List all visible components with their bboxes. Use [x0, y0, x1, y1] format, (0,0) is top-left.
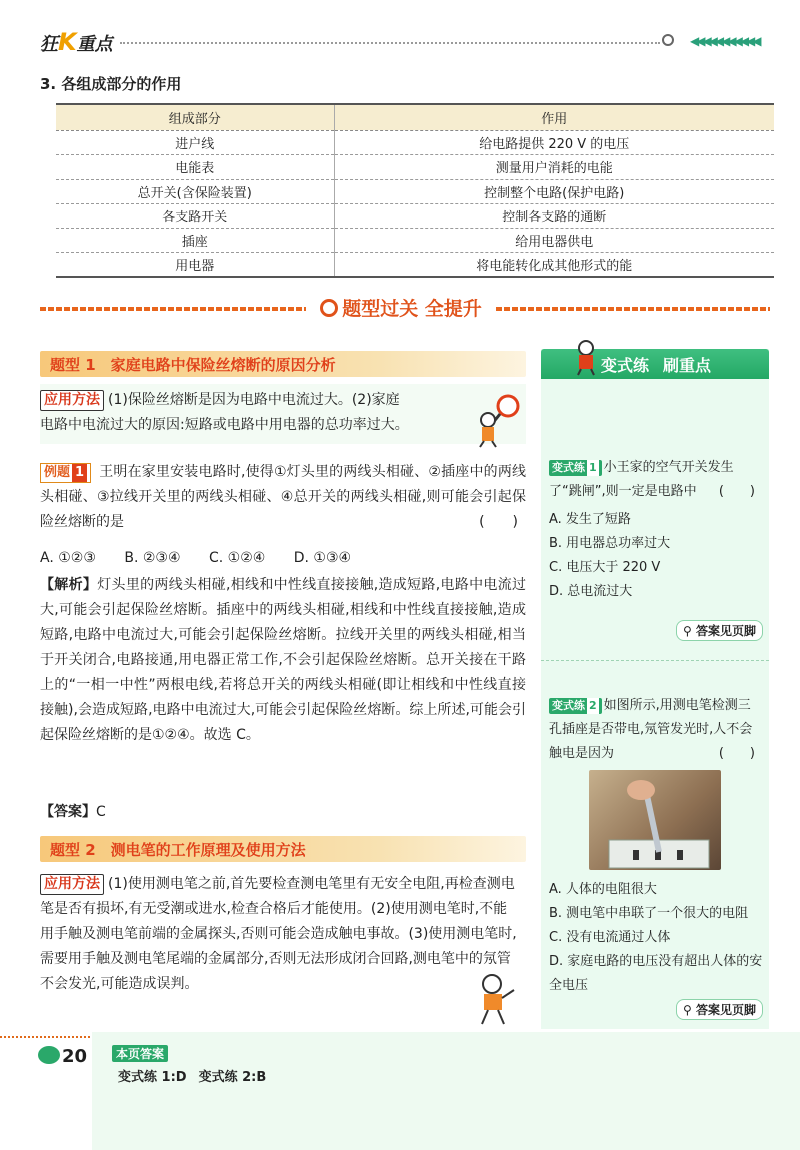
table-cell: 控制整个电路(保护电路) — [334, 179, 774, 204]
type1-title: 题型 1 家庭电路中保险丝熔断的原因分析 — [40, 351, 526, 377]
answer-label: 【答案】 — [40, 804, 96, 820]
option-d: D. ①③④ — [293, 550, 352, 566]
cartoon-character-icon — [470, 970, 520, 1026]
test-pen-illustration — [589, 770, 721, 870]
option-c: C. 没有电流通过人体 — [549, 930, 671, 945]
table-cell: 电能表 — [56, 155, 334, 180]
practice2-tag-number: 2 — [589, 699, 597, 712]
method2-tag: 应用方法 — [40, 874, 104, 895]
example1-tag — [40, 463, 91, 483]
table-header-cell: 组成部分 — [56, 104, 334, 130]
banner-rule-right — [496, 307, 770, 311]
magnifier-cartoon-icon — [474, 392, 524, 448]
footer-answer-2: 变式练 2:B — [198, 1070, 267, 1085]
footer-answer-box — [92, 1032, 800, 1150]
method1-text — [40, 388, 480, 438]
footer-answers — [118, 1066, 278, 1085]
practice2-answer-paren: ( ) — [718, 746, 755, 761]
table-header-cell: 作用 — [334, 104, 774, 130]
banner-rule-left — [40, 307, 306, 311]
pin-icon: ⚲ — [683, 1003, 692, 1017]
practice1-tag-label: 变式练 — [552, 461, 585, 474]
table-cell: 给用电器供电 — [334, 228, 774, 253]
answer-value: C — [96, 804, 106, 820]
practice1-tag — [549, 460, 602, 476]
target-icon — [320, 299, 338, 317]
practice1-answer-paren: ( ) — [718, 484, 755, 499]
ring-icon — [662, 34, 674, 46]
answer-footnote-link[interactable] — [676, 620, 763, 641]
logo-char-a: 狂 — [40, 34, 58, 55]
option-b: B. 用电器总功率过大 — [549, 536, 671, 551]
answer-link-label: 答案见页脚 — [695, 624, 756, 638]
footer-dotted-rule — [0, 1036, 90, 1038]
practice2-options — [549, 878, 763, 998]
page-number — [38, 1046, 87, 1067]
pencil-character-icon — [572, 340, 600, 376]
option-a: A. 人体的电阻很大 — [549, 882, 657, 897]
option-c: C. 电压大于 220 V — [549, 560, 661, 575]
pin-icon: ⚲ — [683, 624, 692, 638]
logo-char-b: 重点 — [76, 34, 113, 55]
table-cell: 用电器 — [56, 253, 334, 278]
table-cell: 进户线 — [56, 130, 334, 155]
option-a: A. 发生了短路 — [549, 512, 631, 527]
table-row — [56, 179, 774, 204]
practice1-stem-text: 小王家的空气开关发生了“跳闸”,则一定是电路中 — [549, 460, 734, 499]
brand-logo — [40, 28, 113, 56]
practice1-options — [549, 508, 763, 604]
analysis-label: 【解析】 — [40, 577, 98, 593]
method1-line2: 电路中电流过大的原因:短路或电路中用电器的总功率过大。 — [40, 417, 409, 433]
table-header-row — [56, 104, 774, 130]
practice1-stem — [549, 456, 763, 504]
option-b: B. 测电笔中串联了一个很大的电阻 — [549, 906, 749, 921]
option-c: C. ①②④ — [208, 550, 266, 566]
option-d: D. 家庭电路的电压没有超出人体的安全电压 — [549, 954, 763, 993]
arrows-icon: ◀◀◀◀◀◀◀◀◀◀◀ — [690, 34, 759, 48]
method1-tag: 应用方法 — [40, 390, 104, 411]
method2-text — [40, 872, 520, 997]
test-pen-photo — [589, 770, 721, 870]
practice2-stem-text: 如图所示,用测电笔检测三孔插座是否带电,氖管发光时,人不会触电是因为 — [549, 698, 753, 761]
footer-answer-1: 变式练 1:D — [118, 1070, 187, 1085]
option-a: A. ①②③ — [40, 550, 96, 566]
table-row — [56, 228, 774, 253]
table-row — [56, 204, 774, 229]
page-badge-icon — [38, 1046, 60, 1064]
logo-char-k: K — [58, 28, 77, 56]
footer-answer-label: 本页答案 — [112, 1045, 168, 1062]
table-cell: 总开关(含保险装置) — [56, 179, 334, 204]
section-banner — [306, 294, 496, 322]
table-cell: 各支路开关 — [56, 204, 334, 229]
option-b: B. ②③④ — [124, 550, 181, 566]
table-cell: 将电能转化成其他形式的能 — [334, 253, 774, 278]
table-cell: 插座 — [56, 228, 334, 253]
table-cell: 测量用户消耗的电能 — [334, 155, 774, 180]
practice1-tag-number: 1 — [589, 461, 597, 474]
answer-link-label: 答案见页脚 — [695, 1003, 756, 1017]
example1-answer-paren: ( ) — [479, 514, 518, 530]
practice2-tag — [549, 698, 602, 714]
sidebar-title-a: 变式练 — [601, 356, 650, 375]
analysis-text: 灯头里的两线头相碰,相线和中性线直接接触,造成短路,电路中电流过大,可能会引起保险丝熔断。插座中的两线头相碰,相线和中性线直接接触,造成短路,电路中电流过大,可能会引起保险丝熔断。拉线开关里的两线头相碰,相当于开关闭合,电路接通,用电器正常工作,不会引起保险丝熔断。总开关接在干路上的“一相一中性”两根电线,若将总开关的两线头相碰(即让相线和中性线直接接触),会造成短路,电路中电流过大,可能会引起保险丝熔断。综上所述,可能会引起保险丝熔断的是①②④。故选 C。 — [40, 577, 526, 743]
example1-stem — [40, 460, 526, 535]
practice2-tag-label: 变式练 — [552, 699, 585, 712]
method1-line1: (1)保险丝熔断是因为电路中电流过大。(2)家庭 — [108, 392, 400, 408]
banner-label: 题型过关 全提升 — [342, 298, 482, 320]
table-row — [56, 253, 774, 278]
sidebar-divider — [541, 660, 769, 661]
answer-footnote-link[interactable] — [676, 999, 763, 1020]
type2-title: 题型 2 测电笔的工作原理及使用方法 — [40, 836, 526, 862]
components-table — [56, 103, 774, 278]
example1-tag-label: 例题 — [44, 465, 71, 480]
practice2-stem — [549, 694, 763, 766]
table-cell: 给电路提供 220 V 的电压 — [334, 130, 774, 155]
table-cell: 控制各支路的通断 — [334, 204, 774, 229]
table-row — [56, 130, 774, 155]
header-dotted-rule — [120, 42, 660, 44]
example1-options — [40, 546, 526, 571]
example1-analysis — [40, 573, 526, 748]
section-title: 3. 各组成部分的作用 — [40, 75, 182, 93]
option-d: D. 总电流过大 — [549, 584, 633, 599]
sidebar-title-b: 刷重点 — [663, 356, 712, 375]
method2-body: (1)使用测电笔之前,首先要检查测电笔里有无安全电阻,再检查测电笔是否有损坏,有无受潮或进水,检查合格后才能使用。(2)使用测电笔时,不能用手触及测电笔前端的金属探头,否则可能会造成触电事故。(3)使用测电笔时,需要用手触及测电笔尾端的金属部分,否则无法形成闭合回路,测电笔中的氖管不会发光,可能造成误判。 — [40, 876, 517, 992]
example1-tag-number: 1 — [72, 464, 87, 482]
page-number-value: 20 — [62, 1046, 88, 1067]
page-header — [0, 0, 800, 58]
example1-answer — [40, 800, 526, 825]
table-row — [56, 155, 774, 180]
example1-stem-text: 王明在家里安装电路时,使得①灯头里的两线头相碰、②插座中的两线头相碰、③拉线开关里的两线头相碰、④总开关的两线头相碰,则可能会引起保险丝熔断的是 — [40, 464, 526, 530]
